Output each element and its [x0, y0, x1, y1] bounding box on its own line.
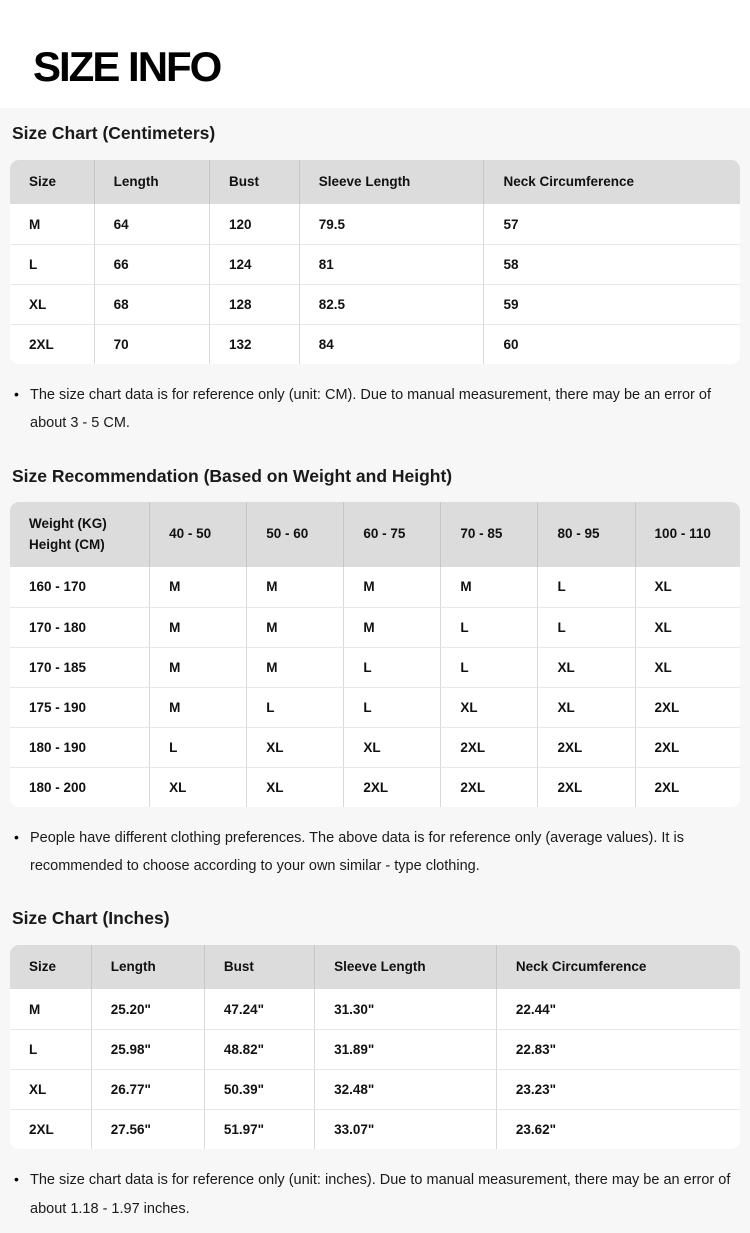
table-cell: 2XL: [538, 767, 635, 807]
table-row: [10, 1109, 740, 1149]
table-cell: XL: [538, 687, 635, 727]
size-recommendation-table-wrap: [10, 502, 740, 807]
table-cell: 2XL: [636, 767, 740, 807]
column-header: 50 - 60: [247, 502, 344, 567]
table-cell: 22.83": [497, 1029, 740, 1069]
column-header: Bust: [205, 945, 315, 989]
table-cell: 180 - 190: [10, 727, 150, 767]
table-cell: M: [150, 607, 247, 647]
column-header: Size: [10, 160, 95, 204]
table-cell: XL: [150, 767, 247, 807]
column-header: 70 - 85: [441, 502, 538, 567]
size-info-content: [0, 108, 750, 1233]
table-cell: XL: [10, 284, 95, 324]
table-cell: XL: [344, 727, 441, 767]
section-title-cm: Size Chart (Centimeters): [12, 123, 216, 143]
table-cell: 2XL: [441, 767, 538, 807]
table-cell: 2XL: [10, 324, 95, 364]
table-cell: 180 - 200: [10, 767, 150, 807]
section-size-recommendation: [10, 465, 740, 881]
table-cell: 31.89": [315, 1029, 497, 1069]
column-header: 60 - 75: [344, 502, 441, 567]
note-recommendation: [14, 824, 740, 881]
column-header: 80 - 95: [538, 502, 635, 567]
table-cell: L: [441, 647, 538, 687]
table-cell: 2XL: [441, 727, 538, 767]
table-row: [10, 989, 740, 1029]
table-header-row: [10, 945, 740, 989]
table-cell: 2XL: [636, 687, 740, 727]
table-cell: 128: [210, 284, 300, 324]
table-cell: 79.5: [300, 204, 485, 244]
table-cell: 2XL: [636, 727, 740, 767]
table-cell: M: [247, 647, 344, 687]
note-bullet-icon: •: [14, 1171, 19, 1188]
table-cell: 32.48": [315, 1069, 497, 1109]
table-cell: 132: [210, 324, 300, 364]
table-cell: 31.30": [315, 989, 497, 1029]
table-cell: 50.39": [205, 1069, 315, 1109]
table-cell: L: [247, 687, 344, 727]
note-cm: [14, 381, 740, 438]
table-cell: L: [10, 244, 95, 284]
column-header: Length: [95, 160, 210, 204]
table-cell: 170 - 180: [10, 607, 150, 647]
column-header: [10, 502, 150, 567]
column-header: Sleeve Length: [300, 160, 485, 204]
note-cm-text: The size chart data is for reference only (unit: CM). Due to manual measurement, there may be an error of about 3 - 5 CM.: [30, 387, 711, 432]
table-cell: XL: [636, 607, 740, 647]
column-header: Length: [92, 945, 205, 989]
size-chart-cm-table: [10, 160, 740, 364]
table-row: [10, 244, 740, 284]
table-cell: 26.77": [92, 1069, 205, 1109]
note-recommendation-text: People have different clothing preferences. The above data is for reference only (average values). It is recommended to choose according to your own similar - type clothing.: [30, 829, 684, 875]
column-header: Bust: [210, 160, 300, 204]
section-size-chart-inches: [10, 907, 740, 1223]
table-cell: 27.56": [92, 1109, 205, 1149]
table-cell: M: [150, 567, 247, 607]
table-cell: 47.24": [205, 989, 315, 1029]
size-chart-inches-table: [10, 945, 740, 1149]
table-cell: 60: [484, 324, 740, 364]
table-cell: M: [344, 607, 441, 647]
column-header: Neck Circumference: [497, 945, 740, 989]
table-cell: 82.5: [300, 284, 485, 324]
page-header: [0, 0, 750, 108]
table-cell: 2XL: [538, 727, 635, 767]
table-cell: 25.20": [92, 989, 205, 1029]
table-cell: 51.97": [205, 1109, 315, 1149]
table-cell: M: [150, 647, 247, 687]
table-cell: XL: [247, 767, 344, 807]
table-cell: L: [344, 687, 441, 727]
table-row: [10, 687, 740, 727]
table-row: [10, 727, 740, 767]
table-cell: XL: [10, 1069, 92, 1109]
table-cell: 160 - 170: [10, 567, 150, 607]
table-cell: L: [441, 607, 538, 647]
note-inches-text: The size chart data is for reference only (unit: inches). Due to manual measurement, there may be an error of about 1.18 - 1.97 inches.: [30, 1172, 731, 1217]
table-row: [10, 1029, 740, 1069]
table-header-row: [10, 160, 740, 204]
table-cell: XL: [247, 727, 344, 767]
table-cell: L: [150, 727, 247, 767]
table-row: [10, 647, 740, 687]
table-cell: 68: [95, 284, 210, 324]
note-bullet-icon: •: [14, 386, 19, 402]
table-row: [10, 567, 740, 607]
table-cell: 23.62": [497, 1109, 740, 1149]
size-chart-cm-table-wrap: [10, 160, 740, 364]
table-cell: 84: [300, 324, 485, 364]
table-cell: 57: [484, 204, 740, 244]
table-row: [10, 767, 740, 807]
table-cell: 66: [95, 244, 210, 284]
table-cell: 64: [95, 204, 210, 244]
table-cell: XL: [441, 687, 538, 727]
column-header: Neck Circumference: [484, 160, 740, 204]
table-cell: L: [10, 1029, 92, 1069]
table-cell: 120: [210, 204, 300, 244]
table-cell: L: [538, 607, 635, 647]
section-title-recommendation: Size Recommendation (Based on Weight and Height): [12, 465, 453, 486]
table-cell: 2XL: [344, 767, 441, 807]
column-header: 100 - 110: [636, 502, 740, 567]
table-header-row: [10, 502, 740, 567]
column-header-line: Height (CM): [29, 536, 105, 552]
table-cell: M: [150, 687, 247, 727]
column-header: 40 - 50: [150, 502, 247, 567]
column-header: Size: [10, 945, 92, 989]
table-cell: M: [10, 204, 95, 244]
size-chart-inches-table-wrap: [10, 945, 740, 1149]
table-cell: 33.07": [315, 1109, 497, 1149]
table-row: [10, 324, 740, 364]
table-cell: 2XL: [10, 1109, 92, 1149]
table-cell: XL: [636, 647, 740, 687]
page-title: SIZE INFO: [33, 43, 221, 90]
table-cell: M: [344, 567, 441, 607]
table-cell: 175 - 190: [10, 687, 150, 727]
table-cell: 81: [300, 244, 485, 284]
table-cell: M: [247, 567, 344, 607]
table-cell: 48.82": [205, 1029, 315, 1069]
table-cell: M: [441, 567, 538, 607]
table-cell: L: [538, 567, 635, 607]
section-size-chart-cm: [10, 122, 740, 438]
table-row: [10, 1069, 740, 1109]
table-cell: XL: [636, 567, 740, 607]
table-cell: L: [344, 647, 441, 687]
section-title-inches: Size Chart (Inches): [12, 908, 170, 929]
table-row: [10, 607, 740, 647]
table-cell: 22.44": [497, 989, 740, 1029]
column-header-line: Weight (KG): [29, 516, 107, 532]
table-cell: 170 - 185: [10, 647, 150, 687]
table-cell: XL: [538, 647, 635, 687]
table-cell: 70: [95, 324, 210, 364]
table-cell: M: [247, 607, 344, 647]
note-bullet-icon: •: [14, 828, 19, 845]
table-cell: 58: [484, 244, 740, 284]
table-row: [10, 284, 740, 324]
table-row: [10, 204, 740, 244]
table-cell: 25.98": [92, 1029, 205, 1069]
table-cell: M: [10, 989, 92, 1029]
table-cell: 59: [484, 284, 740, 324]
table-cell: 124: [210, 244, 300, 284]
table-cell: 23.23": [497, 1069, 740, 1109]
column-header: Sleeve Length: [315, 945, 497, 989]
size-recommendation-table: [10, 502, 740, 807]
